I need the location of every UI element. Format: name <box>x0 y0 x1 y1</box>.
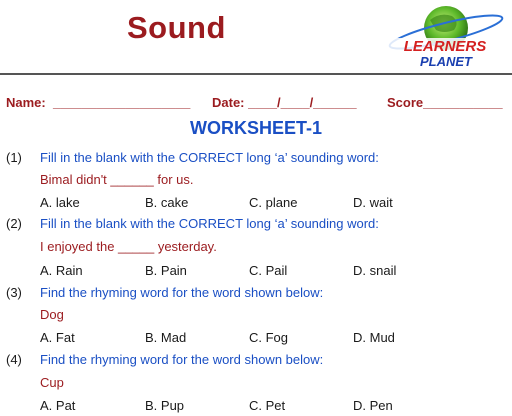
name-field[interactable]: Name: ___________________ <box>6 95 191 110</box>
question-text: Fill in the blank with the CORRECT long ‘a’ sounding word: <box>40 150 379 165</box>
question-stem: Bimal didn't ______ for us. <box>40 172 194 187</box>
option-b[interactable]: B. cake <box>145 195 189 210</box>
question-stem: I enjoyed the _____ yesterday. <box>40 239 217 254</box>
option-a[interactable]: A. Pat <box>40 398 76 413</box>
question-number: (4) <box>6 352 22 367</box>
option-c[interactable]: C. Pet <box>249 398 286 413</box>
option-c[interactable]: C. plane <box>249 195 298 210</box>
score-field[interactable]: Score___________ <box>387 95 503 110</box>
question-stem: Dog <box>40 307 64 322</box>
question-stem: Cup <box>40 375 64 390</box>
learners-planet-logo <box>380 2 510 74</box>
option-b[interactable]: B. Pup <box>145 398 185 413</box>
option-a[interactable]: A. Rain <box>40 263 83 278</box>
question-number: (1) <box>6 150 22 165</box>
question-text: Find the rhyming word for the word shown below: <box>40 352 324 367</box>
worksheet-title: WORKSHEET-1 <box>189 118 322 138</box>
page-title: Sound <box>127 10 226 45</box>
header-divider <box>0 73 512 75</box>
question-text: Fill in the blank with the CORRECT long ‘a’ sounding word: <box>40 216 379 231</box>
option-b[interactable]: B. Pain <box>145 263 187 278</box>
logo-bottom-text: PLANET <box>420 54 472 69</box>
option-a[interactable]: A. Fat <box>40 330 75 345</box>
option-d[interactable]: D. Pen <box>353 398 393 413</box>
option-c[interactable]: C. Fog <box>249 330 289 345</box>
option-d[interactable]: D. wait <box>353 195 393 210</box>
question-number: (2) <box>6 216 22 231</box>
question-text: Find the rhyming word for the word shown below: <box>40 285 324 300</box>
option-b[interactable]: B. Mad <box>145 330 187 345</box>
option-d[interactable]: D. Mud <box>353 330 395 345</box>
option-a[interactable]: A. lake <box>40 195 80 210</box>
logo-top-text: LEARNERS <box>403 38 487 55</box>
date-field[interactable]: Date: ____/____/______ <box>212 95 357 110</box>
option-c[interactable]: C. Pail <box>249 263 288 278</box>
question-number: (3) <box>6 285 22 300</box>
option-d[interactable]: D. snail <box>353 263 397 278</box>
